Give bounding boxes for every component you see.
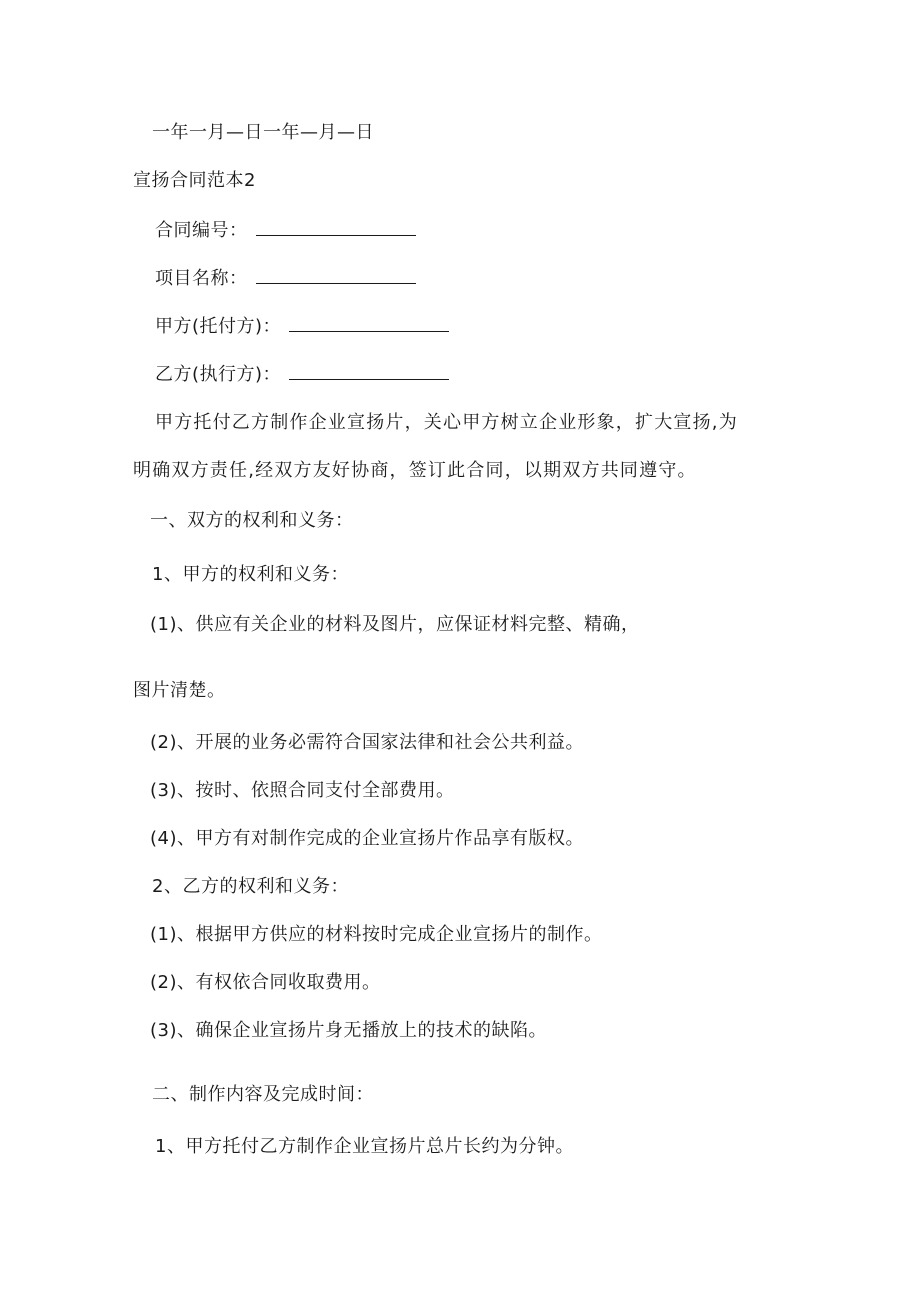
- party-b-field: [155, 362, 449, 388]
- clause-b2-1: (1)、根据甲方供应的材料按时完成企业宣扬片的制作。: [150, 924, 603, 945]
- contract-number-label: 合同编号：: [155, 220, 248, 241]
- party-a-blank: [289, 315, 449, 332]
- clause-a1-3: (3)、按时、依照合同支付全部费用。: [150, 780, 455, 801]
- section-heading-1: 一、双方的权利和义务：: [150, 510, 354, 531]
- contract-number-blank: [256, 219, 416, 236]
- party-a-label: 甲方(托付方)：: [155, 316, 282, 337]
- clause-a1-4: (4)、甲方有对制作完成的企业宣扬片作品享有版权。: [150, 828, 584, 849]
- intro-paragraph-line-1: 甲方托付乙方制作企业宣扬片，关心甲方树立企业形象，扩大宣扬,为: [155, 412, 738, 433]
- contract-number-field: [155, 218, 416, 244]
- date-line: 一年一月—日一年—月—日: [152, 122, 374, 143]
- clause-a1-1-continued: 图片清楚。: [133, 680, 226, 701]
- subsection-heading-2: 2、乙方的权利和义务：: [152, 876, 349, 897]
- project-name-blank: [256, 267, 416, 284]
- project-name-field: [155, 266, 416, 292]
- section-heading-2: 二、制作内容及完成时间：: [152, 1084, 374, 1105]
- party-b-blank: [289, 363, 449, 380]
- project-name-label: 项目名称：: [155, 268, 248, 289]
- clause-b2-2: (2)、有权依合同收取费用。: [150, 972, 381, 993]
- clause-a1-1: (1)、供应有关企业的材料及图片，应保证材料完整、精确，: [150, 614, 640, 635]
- intro-paragraph-line-2: 明确双方责任,经双方友好协商，签订此合同，以期双方共同遵守。: [133, 460, 697, 481]
- subsection-heading-1: 1、甲方的权利和义务：: [152, 564, 349, 585]
- clause-a1-2: (2)、开展的业务必需符合国家法律和社会公共利益。: [150, 732, 584, 753]
- clause-s2-1: 1、甲方托付乙方制作企业宣扬片总片长约为分钟。: [155, 1136, 574, 1157]
- party-b-label: 乙方(执行方)：: [155, 364, 282, 385]
- clause-b2-3: (3)、确保企业宣扬片身无播放上的技术的缺陷。: [150, 1020, 547, 1041]
- party-a-field: [155, 314, 449, 340]
- document-title: 宣扬合同范本2: [133, 170, 256, 191]
